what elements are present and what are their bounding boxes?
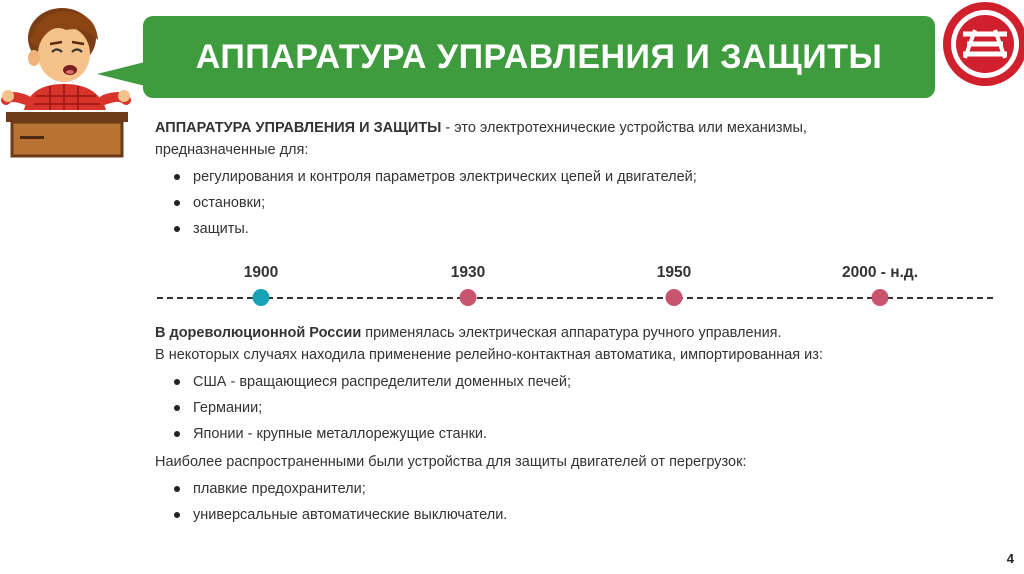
timeline-dot [460,289,477,306]
list-item: Германии; [155,395,955,421]
list-item: США - вращающиеся распределители доменных печей; [155,369,955,395]
list-item: плавкие предохранители; [155,476,955,502]
timeline-dot [253,289,270,306]
history-lead-bold: В дореволюционной России [155,325,362,341]
definition-paragraph [155,117,955,161]
definition-list [155,164,955,242]
history-paragraph [155,322,955,366]
speech-bubble-pointer [97,62,145,86]
timeline-dot [666,289,683,306]
common-devices-list [155,476,955,528]
history-line2: В некоторых случаях находила применение релейно-контактная автоматика, импортированная из: [155,347,823,363]
timeline-year: 1930 [450,264,486,281]
definition-block [155,117,955,242]
history-block [155,322,955,528]
list-item: остановки; [155,190,955,216]
common-devices-line: Наиболее распространенными были устройства для защиты двигателей от перегрузок: [155,454,747,470]
definition-term: АППАРАТУРА УПРАВЛЕНИЯ И ЗАЩИТЫ [155,120,442,136]
history-lead-rest: применялась электрическая аппаратура ручного управления. [361,325,782,341]
timeline-year: 2000 - н.д. [841,264,919,281]
import-countries-list [155,369,955,447]
title-banner [143,16,935,98]
timeline-dashed-line [157,297,993,299]
timeline-year: 1900 [243,264,279,281]
page-number: 4 [1006,551,1014,566]
definition-text-line2: предназначенные для: [155,142,309,158]
timeline-dot [872,289,889,306]
list-item: Японии - крупные металлорежущие станки. [155,421,955,447]
list-item: регулирования и контроля параметров электрических цепей и двигателей; [155,164,955,190]
list-item: универсальные автоматические выключатели. [155,502,955,528]
page-title: АППАРАТУРА УПРАВЛЕНИЯ И ЗАЩИТЫ [195,37,883,76]
history-timeline [155,258,995,318]
definition-text-line1: - это электротехнические устройства или механизмы, [441,120,807,136]
timeline-year: 1950 [656,264,692,281]
list-item: защиты. [155,216,955,242]
organization-logo [935,0,1024,100]
